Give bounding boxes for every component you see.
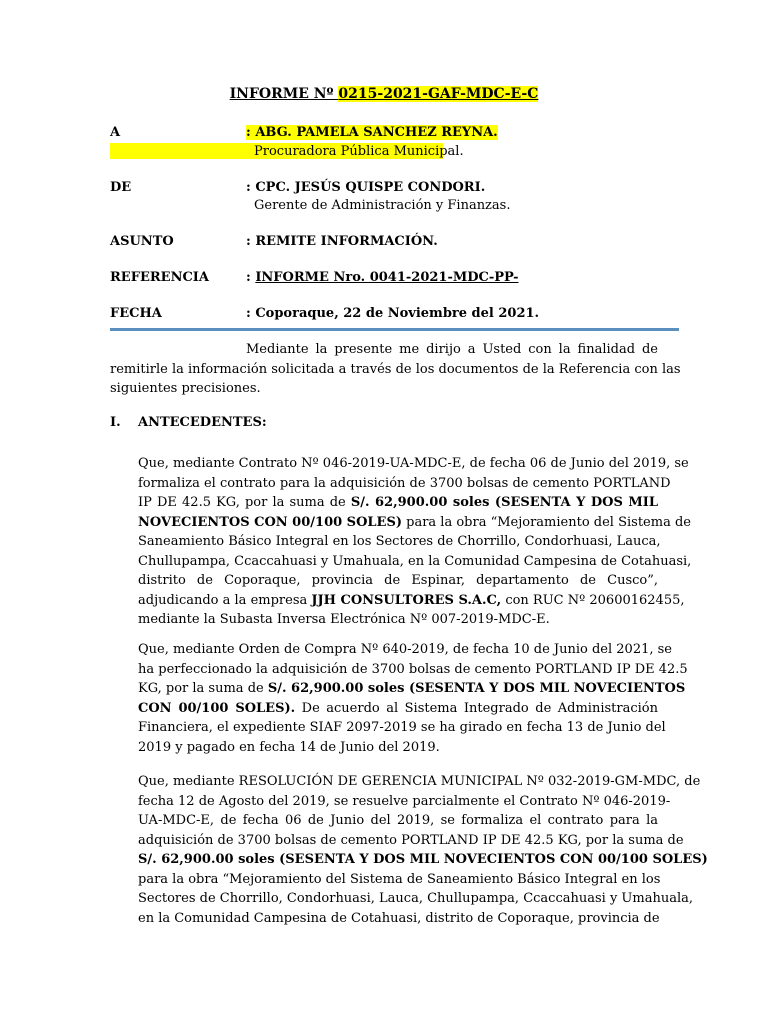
paragraph-3 [138, 772, 708, 928]
p1-line: distrito de Coporaque, provincia de Espinar, departamento de Cusco”, [138, 573, 658, 588]
p1-line: formaliza el contrato para la adquisición de 3700 bolsas de cemento PORTLAND [138, 475, 671, 491]
section-title: ANTECEDENTES: [138, 415, 267, 430]
p3-line: para la obra “Mejoramiento del Sistema de Saneamiento Básico Integral en los [138, 871, 661, 887]
p2-line: KG, por la suma de S/. 62,900.00 soles (SESENTA Y DOS MIL NOVECIENTOS [138, 681, 686, 696]
p3-line: UA-MDC-E, de fecha 06 de Junio del 2019, se formaliza el contrato para la [138, 813, 658, 828]
p1-line: Que, mediante Contrato Nº 046-2019-UA-MDC-E, de fecha 06 de Junio del 2019, se [138, 456, 689, 471]
p3-line: Sectores de Chorrillo, Condorhuasi, Lauca, Chullupampa, Ccaccahuasi y Umahuala, [138, 891, 693, 906]
p1-line: Saneamiento Básico Integral en los Sectores de Chorrillo, Condorhuasi, Lauca, [138, 534, 661, 549]
p3-line: Que, mediante RESOLUCIÓN DE GERENCIA MUNICIPAL Nº 032-2019-GM-MDC, de [138, 774, 701, 789]
p1-line: mediante la Subasta Inversa Electrónica Nº 007-2019-MDC-E. [138, 612, 550, 627]
intro-line: remitirle la información solicitada a través de los documentos de la Referencia con las [110, 361, 681, 377]
header-divider [110, 328, 679, 331]
p1-line: NOVECIENTOS CON 00/100 SOLES) para la obra “Mejoramiento del Sistema de [138, 514, 691, 530]
p2-line: Financiera, el expediente SIAF 2097-2019 se ha girado en fecha 13 de Junio del [138, 720, 666, 735]
referencia-value: : INFORME Nro. 0041-2021-MDC-PP- [246, 270, 519, 285]
a-role: Procuradora Pública Municipal. [254, 144, 464, 159]
p2-line: Que, mediante Orden de Compra Nº 640-2019, de fecha 10 de Junio del 2021, se [138, 642, 672, 657]
p2-line: CON 00/100 SOLES). De acuerdo al Sistema Integrado de Administración [138, 700, 658, 716]
paragraph-1 [138, 454, 692, 630]
de-name: : CPC. JESÚS QUISPE CONDORI. [246, 180, 486, 195]
p2-line: 2019 y pagado en fecha 14 de Junio del 2019. [138, 739, 440, 755]
p2-line: ha perfeccionado la adquisición de 3700 bolsas de cemento PORTLAND IP DE 42.5 [138, 661, 688, 677]
section-heading [110, 415, 267, 430]
intro-line: Mediante la presente me dirijo a Usted con la finalidad de [246, 342, 658, 357]
a-name: : ABG. PAMELA SANCHEZ REYNA. [246, 125, 498, 140]
de-role: Gerente de Administración y Finanzas. [254, 198, 511, 213]
referencia-label: REFERENCIA [110, 270, 209, 285]
intro-paragraph [110, 340, 681, 399]
a-label: A [110, 125, 121, 140]
p3-line: adquisición de 3700 bolsas de cemento PORTLAND IP DE 42.5 KG, por la suma de [138, 832, 684, 848]
p3-line: en la Comunidad Campesina de Cotahuasi, distrito de Coporaque, provincia de [138, 910, 660, 926]
paragraph-2 [138, 640, 688, 757]
de-label: DE [110, 180, 132, 195]
section-number: I. [110, 415, 121, 430]
title-prefix: INFORME Nº [229, 86, 339, 102]
p3-line: S/. 62,900.00 soles (SESENTA Y DOS MIL NOVECIENTOS CON 00/100 SOLES) [138, 852, 708, 867]
fecha-label: FECHA [110, 306, 162, 321]
intro-line: siguientes precisiones. [110, 381, 261, 396]
fecha-value: : Coporaque, 22 de Noviembre del 2021. [246, 306, 540, 321]
p1-line: Chullupampa, Ccaccahuasi y Umahuala, en la Comunidad Campesina de Cotahuasi, [138, 553, 692, 569]
asunto-value: : REMITE INFORMACIÓN. [246, 234, 438, 249]
document-title [0, 86, 768, 102]
title-number: 0215-2021-GAF-MDC-E-C [338, 86, 539, 102]
p1-line: IP DE 42.5 KG, por la suma de S/. 62,900.00 soles (SESENTA Y DOS MIL [138, 495, 658, 510]
p1-line: adjudicando a la empresa JJH CONSULTORES S.A.C, con RUC Nº 20600162455, [138, 592, 685, 608]
asunto-label: ASUNTO [110, 234, 174, 249]
p3-line: fecha 12 de Agosto del 2019, se resuelve parcialmente el Contrato Nº 046-2019- [138, 793, 671, 809]
